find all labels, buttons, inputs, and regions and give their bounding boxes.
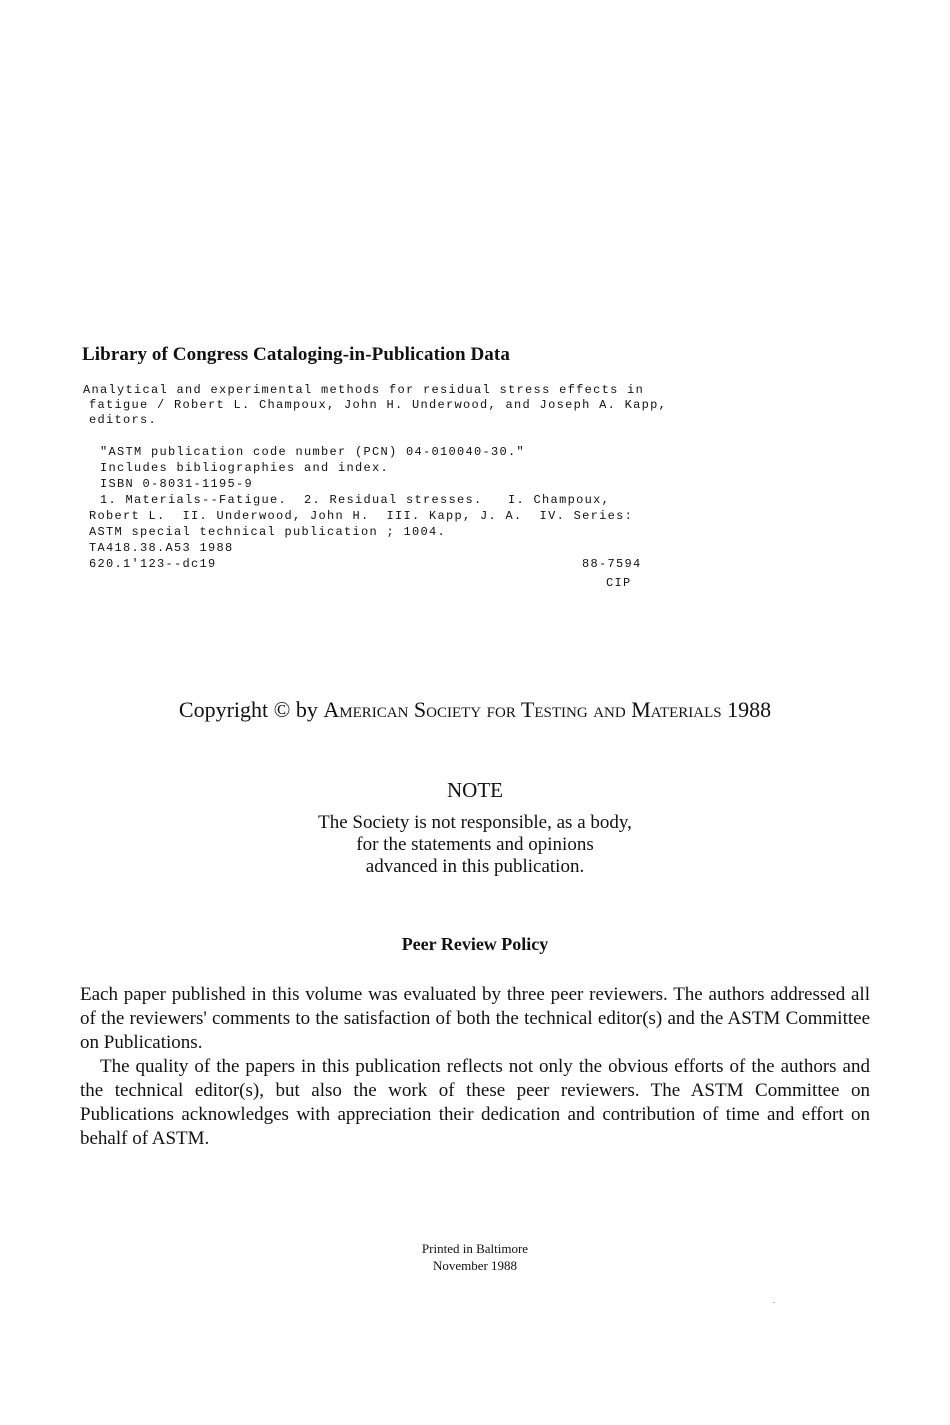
- cip-call-number: 88-7594: [582, 557, 642, 571]
- cip-line: Includes bibliographies and index.: [100, 461, 390, 475]
- peer-review-body: [80, 983, 870, 1151]
- cip-line: ISBN 0-8031-1195-9: [100, 477, 254, 491]
- cip-line: ASTM special technical publication ; 1004.: [89, 525, 447, 539]
- copyright-prefix: Copyright © by: [178, 697, 324, 722]
- note-body: [0, 812, 950, 878]
- printed-date: November 1988: [432, 1258, 518, 1273]
- peer-review-paragraph: The quality of the papers in this publication reflects not only the obvious efforts of the authors and the technical editor(s), but also the work of these peer reviewers. The ASTM Committee on Publications acknowledges with appreciation their dedication and contribution of time and effort on behalf of ASTM.: [80, 1056, 870, 1149]
- note-line: for the statements and opinions: [356, 834, 594, 855]
- cip-line: 1. Materials--Fatigue. 2. Residual stresses. I. Champoux,: [100, 493, 611, 507]
- scan-speck: [773, 1302, 775, 1303]
- printed-info: [0, 1240, 950, 1274]
- cip-line: editors.: [89, 413, 158, 427]
- printed-location: Printed in Baltimore: [421, 1241, 529, 1256]
- cip-line: Robert L. II. Underwood, John H. III. Kapp, J. A. IV. Series:: [89, 509, 634, 523]
- cip-tag: CIP: [606, 576, 632, 590]
- peer-review-title: Peer Review Policy: [401, 934, 549, 954]
- cip-line: "ASTM publication code number (PCN) 04-010040-30.": [100, 445, 526, 459]
- cip-line: fatigue / Robert L. Champoux, John H. Underwood, and Joseph A. Kapp,: [89, 398, 668, 412]
- cip-title: Library of Congress Cataloging-in-Publication Data: [82, 344, 510, 365]
- note-title: NOTE: [447, 778, 503, 802]
- copyright-line: [0, 697, 950, 723]
- note-line: advanced in this publication.: [365, 856, 585, 877]
- cip-line: TA418.38.A53 1988: [89, 541, 234, 555]
- copyright-year: 1988: [721, 697, 772, 722]
- peer-review-paragraph: Each paper published in this volume was evaluated by three peer reviewers. The authors addressed all of the reviewers' comments to the satisfaction of both the technical editor(s) and the ASTM Committee on Publications.: [80, 984, 870, 1053]
- cip-line: 620.1'123--dc19: [89, 557, 217, 571]
- copyright-org: American Society for Testing and Materials: [323, 697, 722, 722]
- cip-line: Analytical and experimental methods for residual stress effects in: [83, 383, 645, 397]
- note-line: The Society is not responsible, as a body,: [318, 812, 632, 833]
